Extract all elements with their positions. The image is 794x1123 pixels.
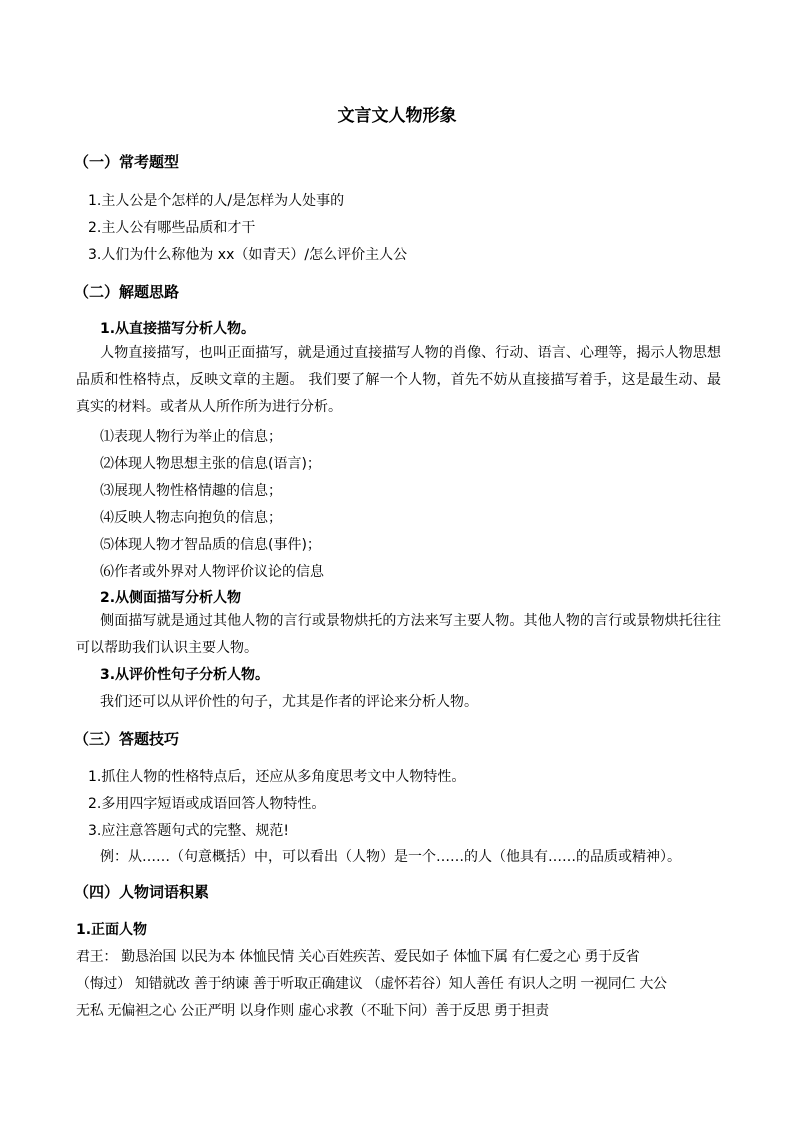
list-item: 1.抓住人物的性格特点后，还应从多角度思考文中人物特性。 [88,769,466,785]
section-heading-1: （一）常考题型 [74,153,180,171]
paragraph [76,340,721,421]
section-heading-4: （四）人物词语积累 [74,883,210,901]
list-item: 2.主人公有哪些品质和才干 [88,220,256,236]
subheading: 1.从直接描写分析人物。 [100,321,256,337]
list-item: 1.主人公是个怎样的人/是怎样为人处事的 [88,193,345,209]
subheading: 1.正面人物 [76,922,148,938]
list-item: ⑷反映人物志向抱负的信息； [100,510,282,526]
document-title: 文言文人物形象 [337,106,457,126]
paragraph-text: 侧面描写就是通过其他人物的言行或景物烘托的方法来写主要人物。其他人物的言行或景物烘托往往可以帮助我们认识主要人物。 [76,613,721,656]
example-text: 例：从……（句意概括）中，可以看出（人物）是一个……的人（他具有……的品质或精神）。 [100,849,681,865]
section-heading-3: （三）答题技巧 [74,730,180,748]
list-item: 3.人们为什么称他为 xx（如青天）/怎么评价主人公 [88,247,408,263]
list-item: ⑹作者或外界对人物评价议论的信息 [100,564,324,580]
subheading: 2.从侧面描写分析人物 [100,590,242,606]
vocab-line: （悔过） 知错就改 善于纳谏 善于听取正确建议 （虚怀若谷）知人善任 有识人之明 一视同仁 大公 [76,976,667,992]
list-item: 3.应注意答题句式的完整、规范! [88,823,289,839]
list-item: ⑶展现人物性格情趣的信息； [100,483,282,499]
paragraph-text: 人物直接描写，也叫正面描写，就是通过直接描写人物的肖像、行动、语言、心理等，揭示人物思想品质和性格特点，反映文章的主题。 我们要了解一个人物，首先不妨从直接描写着手，这是最生动、最真实的材料。或者从人所作所为进行分析。 [76,345,721,415]
list-item: 2.多用四字短语或成语回答人物特性。 [88,796,326,812]
vocab-line: 无私 无偏袒之心 公正严明 以身作则 虚心求教（不耻下问）善于反思 勇于担责 [76,1003,549,1019]
vocab-line: 君王： 勤恳治国 以民为本 体恤民情 关心百姓疾苦、爱民如子 体恤下属 有仁爱之心 勇于反省 [76,949,640,965]
list-item: ⑵体现人物思想主张的信息(语言)； [100,456,321,472]
list-item: ⑴表现人物行为举止的信息； [100,429,282,445]
subheading: 3.从评价性句子分析人物。 [100,667,270,683]
list-item: ⑸体现人物才智品质的信息(事件)； [100,537,321,553]
paragraph [76,608,721,662]
paragraph: 我们还可以从评价性的句子，尤其是作者的评论来分析人物。 [100,694,478,710]
section-heading-2: （二）解题思路 [74,283,180,301]
